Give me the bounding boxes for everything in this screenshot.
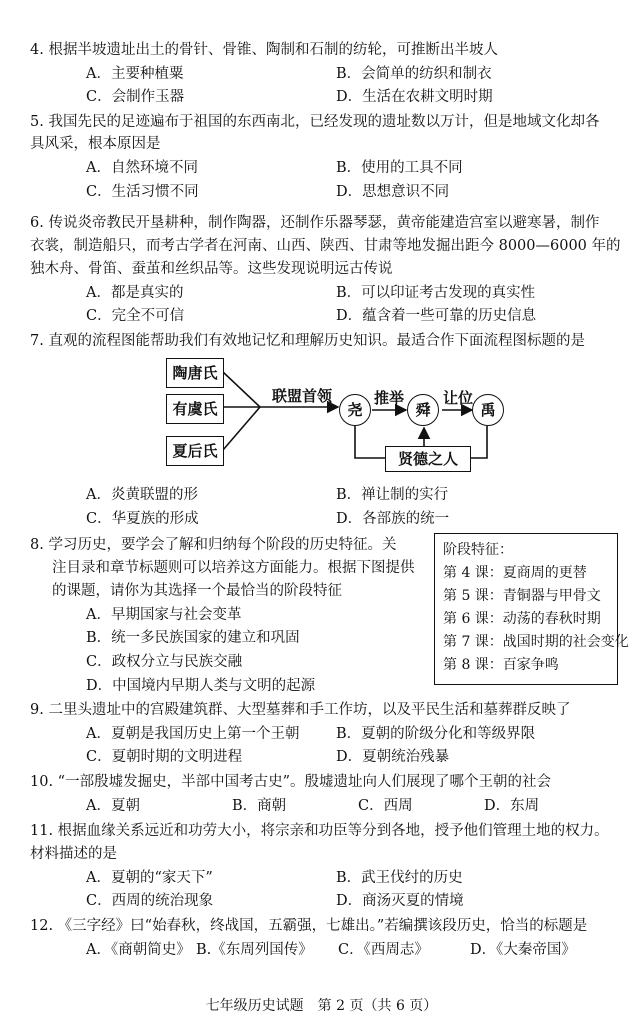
- stage-lesson-6: 第 6 课：动荡的春秋时期: [443, 611, 601, 627]
- q11-stem-line-1: 11. 根据血缘关系远近和功劳大小，将宗亲和功臣等分到各地，授予他们管理土地的权力。: [30, 823, 609, 839]
- q6-stem-line-1: 6. 传说炎帝教民开垦耕种，制作陶器，还制作乐器琴瑟，黄帝能建造宫室以避寒暑，制作: [30, 215, 600, 231]
- q4-option-a: A．主要种植粟: [86, 66, 184, 82]
- recommend-label: 推举: [374, 389, 405, 407]
- q7-option-c: C．华夏族的形成: [86, 511, 199, 527]
- stage-feature-box: [434, 533, 629, 685]
- page-footer: 七年级历史试题 第 2 页（共 6 页）: [205, 998, 438, 1014]
- tribe-box-xiahou: 夏后氏: [166, 436, 224, 466]
- q7-option-d: D．各部族的统一: [336, 511, 450, 527]
- q11-option-a: A．夏朝的“家天下”: [86, 870, 213, 886]
- q5-stem-line-2: 具风采，根本原因是: [30, 136, 161, 152]
- q8-stem-line-2: 注目录和章节标题则可以培养这方面能力。根据下图提供: [52, 560, 415, 576]
- q8-option-a: A．早期国家与社会变革: [86, 607, 242, 623]
- stage-lesson-4: 第 4 课：夏商周的更替: [443, 565, 587, 581]
- q9-option-c: C．夏朝时期的文明进程: [86, 749, 243, 765]
- q4-stem: 4. 根据半坡遗址出土的骨针、骨锥、陶制和石制的纺轮，可推断出半坡人: [30, 42, 498, 58]
- q12-option-a: A．《商朝简史》: [86, 942, 191, 958]
- abdicate-label: 让位: [443, 389, 474, 407]
- q9-option-d: D．夏朝统治残暴: [336, 749, 450, 765]
- q4-option-c: C．会制作玉器: [86, 89, 185, 105]
- q6-option-a: A．都是真实的: [86, 285, 184, 301]
- q9-option-b: B．夏朝的阶级分化和等级界限: [336, 726, 536, 742]
- stage-lesson-8: 第 8 课：百家争鸣: [443, 657, 559, 673]
- q7-option-b: B．禅让制的实行: [336, 487, 449, 503]
- q8-option-b: B．统一多民族国家的建立和巩固: [86, 630, 300, 646]
- q6-option-c: C．完全不可信: [86, 308, 185, 324]
- q12-option-c: C．《西周志》: [338, 942, 429, 958]
- q12-option-b: B.《东周列国传》: [196, 942, 313, 958]
- node-shun: 舜: [407, 394, 439, 426]
- q4-option-b: B．会简单的纺织和制衣: [336, 66, 492, 82]
- q11-stem-line-2: 材料描述的是: [30, 846, 117, 862]
- q8-option-d: D．中国境内早期人类与文明的起源: [86, 678, 316, 694]
- q4-option-d: D．生活在农耕文明时期: [336, 89, 493, 105]
- q9-stem: 9. 二里头遗址中的宫殿建筑群、大型墓葬和手工作坊，以及平民生活和墓葬群反映了: [30, 702, 571, 718]
- virtuous-person-box: 贤德之人: [385, 446, 471, 472]
- q5-stem-line-1: 5. 我国先民的足迹遍布于祖国的东西南北，已经发现的遗址数以万计，但是地域文化却各: [30, 114, 600, 130]
- q12-stem: 12. 《三字经》曰“始春秋，终战国，五霸强，七雄出。”若编撰该段历史，恰当的标题是: [30, 918, 588, 934]
- q8-stem-line-3: 的课题，请你为其选择一个最恰当的阶段特征: [52, 583, 342, 599]
- q5-option-a: A．自然环境不同: [86, 160, 198, 176]
- q7-stem: 7. 直观的流程图能帮助我们有效地记忆和理解历史知识。最适合作下面流程图标题的是: [30, 333, 585, 349]
- q5-option-d: D．思想意识不同: [336, 184, 450, 200]
- node-yu: 禹: [472, 394, 504, 426]
- q6-stem-line-3: 独木舟、骨笛、蚕茧和丝织品等。这些发现说明远古传说: [30, 261, 393, 277]
- q11-option-c: C．西周的统治现象: [86, 893, 214, 909]
- q11-option-d: D．商汤灭夏的情境: [336, 893, 464, 909]
- q8-option-c: C．政权分立与民族交融: [86, 654, 243, 670]
- stage-lesson-5: 第 5 课：青铜器与甲骨文: [443, 588, 601, 604]
- tribe-box-youyu: 有虞氏: [166, 394, 224, 424]
- q12-option-d: D．《大秦帝国》: [470, 942, 576, 958]
- q8-stem-line-1: 8. 学习历史，要学会了解和归纳每个阶段的历史特征。关: [30, 537, 397, 553]
- q6-option-b: B．可以印证考古发现的真实性: [336, 285, 536, 301]
- q5-option-b: B．使用的工具不同: [336, 160, 463, 176]
- q10-option-d: D．东周: [484, 798, 540, 814]
- tribe-box-taotang: 陶唐氏: [166, 358, 224, 388]
- q7-option-a: A．炎黄联盟的形: [86, 487, 198, 503]
- stage-box-title: 阶段特征：: [443, 542, 513, 558]
- q6-option-d: D．蕴含着一些可靠的历史信息: [336, 308, 537, 324]
- alliance-leader-label: 联盟首领: [272, 387, 333, 405]
- q6-stem-line-2: 衣裳，制造船只，而考古学者在河南、山西、陕西、甘肃等地发掘出距今 8000—6000 年的: [30, 238, 621, 254]
- q10-stem: 10. “一部殷墟发掘史，半部中国考古史”。殷墟遗址向人们展现了哪个王朝的社会: [30, 774, 551, 790]
- q10-option-a: A．夏朝: [86, 798, 140, 814]
- q5-option-c: C．生活习惯不同: [86, 184, 199, 200]
- q9-option-a: A．夏朝是我国历史上第一个王朝: [86, 726, 300, 742]
- node-yao: 尧: [339, 394, 371, 426]
- q10-option-c: C．西周: [358, 798, 413, 814]
- q11-option-b: B．武王伐纣的历史: [336, 870, 463, 886]
- q10-option-b: B．商朝: [232, 798, 287, 814]
- stage-lesson-7: 第 7 课：战国时期的社会变化: [443, 634, 629, 650]
